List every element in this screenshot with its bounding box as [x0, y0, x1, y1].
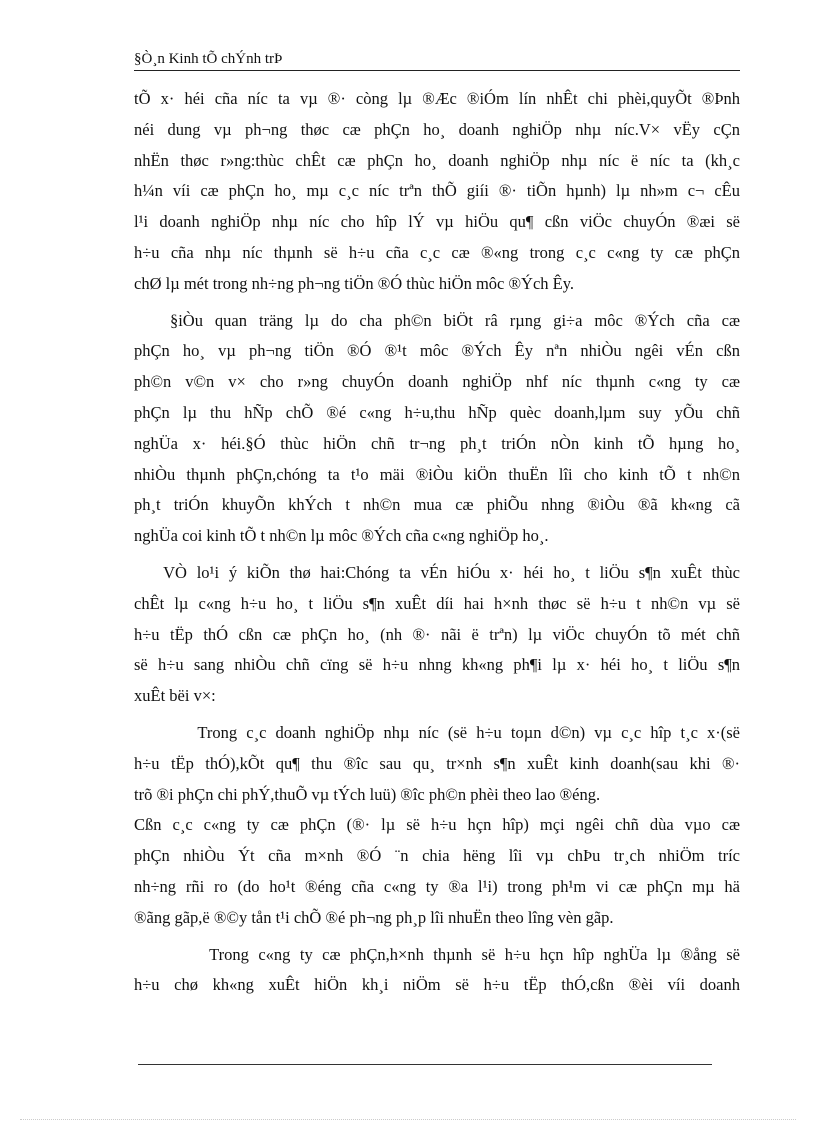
text-line: VÒ lo¹i ý kiÕn thø hai:Chóng ta vÉn hiÓu x· héi ho¸ t liÖu s¶n xuÊt thùc: [134, 562, 740, 582]
footer-divider: [138, 1064, 712, 1065]
text-line: phÇn ho¸ vµ ph¬ng tiÖn ®Ó ®¹t môc ®Ých Êy nªn nhiÒu ngêi vÉn cßn: [134, 341, 740, 361]
text-line: phÇn nhiÒu Ýt cña m×nh ®Ó ¨n chia hëng lîi vµ chÞu tr¸ch nhiÖm tríc: [134, 846, 740, 866]
paragraph-3: [134, 558, 740, 712]
page-edge-divider: [20, 1119, 796, 1120]
text-line: ph©n v©n v× cho r»ng chuyÓn doanh nghiÖp nhf níc thµnh c«ng ty cæ: [134, 372, 740, 392]
page-header: [134, 50, 740, 71]
text-line: Trong c«ng ty cæ phÇn,h×nh thµnh së h÷u hçn hîp nghÜa lµ ®ång së: [134, 944, 740, 964]
text-line: nghÜa coi kinh tÕ t nh©n lµ môc ®Ých cña c«ng nghiÖp ho¸.: [134, 526, 549, 546]
paragraph-2: [134, 306, 740, 552]
paragraph-6: [134, 940, 740, 1002]
text-line: nhËn thøc r»ng:thùc chÊt cæ phÇn ho¸ doanh nghiÖp nhµ níc ë níc ta (kh¸c: [134, 150, 740, 170]
text-line: phÇn lµ thu hÑp chÕ ®é c«ng h÷u,thu hÑp quèc doanh,lµm suy yÕu chñ: [134, 402, 740, 422]
text-line: trõ ®i phÇn chi phÝ,thuÕ vµ tÝch luü) ®îc ph©n phèi theo lao ®éng.: [134, 784, 601, 804]
text-line: §iÒu quan träng lµ do cha ph©n biÖt râ rµng gi÷a môc ®Ých cña cæ: [134, 310, 740, 330]
text-line: nghÜa x· héi.§Ó thùc hiÖn chñ tr¬ng ph¸t triÓn nÒn kinh tÕ hµng ho¸: [134, 433, 740, 453]
text-line: chØ lµ mét trong nh÷ng ph¬ng tiÖn ®Ó thùc hiÖn môc ®Ých Êy.: [134, 273, 575, 293]
text-line: h÷u tËp thÓ),kÕt qu¶ thu ®îc sau qu¸ tr×nh s¶n xuÊt kinh doanh(sau khi ®·: [134, 753, 740, 773]
text-line: Trong c¸c doanh nghiÖp nhµ níc (së h÷u toµn d©n) vµ c¸c hîp t¸c x·(së: [134, 722, 740, 742]
document-body: [134, 84, 740, 1001]
text-line: nh÷ng rñi ro (do ho¹t ®éng cña c«ng ty ®a l¹i) trong ph¹m vi cæ phÇn mµ hä: [134, 876, 740, 896]
paragraph-4: [134, 718, 740, 810]
text-line: ph¸t triÓn khuyÕn khÝch t nh©n mua cæ phiÕu nhng ®iÒu ®ã kh«ng cã: [134, 495, 740, 515]
text-line: ®ãng gãp,ë ®©y tån t¹i chÕ ®é ph¬ng ph¸p lîi nhuËn theo lîng vèn gãp.: [134, 907, 614, 927]
text-line: h¼n víi cæ phÇn ho¸ mµ c¸c níc trªn thÕ giíi ®· tiÕn hµnh) lµ nh»m c¬ cÊu: [134, 181, 740, 201]
text-line: néi dung vµ ph¬ng thøc cæ phÇn ho¸ doanh nghiÖp nhµ níc.V× vËy cÇn: [134, 119, 740, 139]
text-line: Cßn c¸c c«ng ty cæ phÇn (®· lµ së h÷u hçn hîp) mçi ngêi chñ dùa vµo cæ: [134, 815, 740, 835]
text-line: xuÊt bëi v×:: [134, 686, 216, 706]
paragraph-1: [134, 84, 740, 300]
text-line: h÷u cña nhµ níc thµnh së h÷u cña c¸c cæ ®«ng trong c¸c c«ng ty cæ phÇn: [134, 242, 740, 262]
text-line: tÕ x· héi cña níc ta vµ ®· còng lµ ®Æc ®iÓm lín nhÊt chi phèi,quyÕt ®Þnh: [134, 89, 740, 108]
header-title: §Ò¸n Kinh tÕ chÝnh trÞ: [134, 51, 283, 67]
text-line: chÊt lµ c«ng h÷u ho¸ t liÖu s¶n xuÊt díi hai h×nh thøc së h÷u t nh©n vµ së: [134, 593, 740, 613]
paragraph-5: [134, 810, 740, 933]
text-line: nhiÒu thµnh phÇn,chóng ta t¹o mäi ®iÒu kiÖn thuËn lîi cho kinh tÕ t nh©n: [134, 464, 740, 484]
text-line: h÷u tËp thÓ cßn cæ phÇn ho¸ (nh ®· nãi ë trªn) lµ viÖc chuyÓn tõ mét chñ: [134, 624, 740, 644]
text-line: l¹i doanh nghiÖp nhµ níc cho hîp lÝ vµ hiÖu qu¶ cßn viÖc chuyÓn ®æi së: [134, 212, 740, 232]
text-line: h÷u chø kh«ng xuÊt hiÖn kh¸i niÖm së h÷u tËp thÓ,cßn ®èi víi doanh: [134, 975, 740, 995]
text-line: së h÷u sang nhiÒu chñ cïng së h÷u nhng kh«ng ph¶i lµ x· héi ho¸ t liÖu s¶n: [134, 655, 740, 675]
